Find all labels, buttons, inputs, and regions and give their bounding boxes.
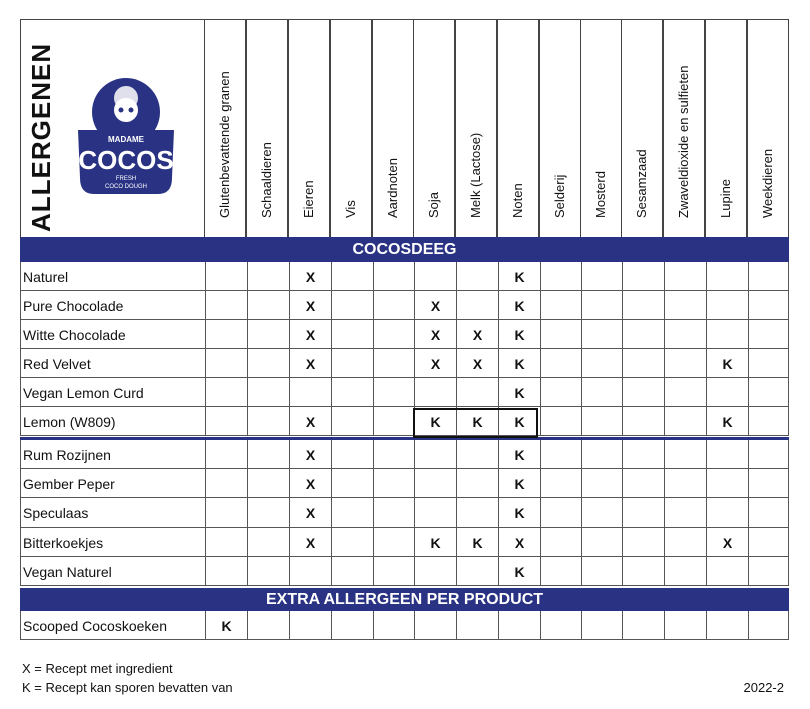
table-row	[20, 407, 789, 436]
allergen-cell: K	[498, 291, 540, 320]
allergen-cell	[540, 320, 582, 349]
allergen-cell	[581, 262, 623, 291]
allergen-cell	[748, 528, 790, 557]
allergen-cell	[581, 378, 623, 407]
column-header-label: Vis	[343, 200, 358, 218]
product-name: Scooped Cocoskoeken	[23, 618, 167, 634]
allergen-cell: K	[456, 528, 498, 557]
allergen-cell: K	[414, 528, 456, 557]
allergen-cell: X	[289, 407, 331, 436]
allergen-cell	[331, 291, 373, 320]
allergen-cell	[540, 557, 582, 586]
allergen-cell	[664, 407, 706, 436]
column-header	[413, 19, 455, 237]
column-header	[288, 19, 330, 237]
allergen-cell	[540, 262, 582, 291]
column-header-label: Sesamzaad	[634, 149, 649, 218]
allergen-cell	[622, 557, 664, 586]
allergen-cell	[706, 611, 748, 640]
column-header	[747, 19, 789, 237]
column-header-label: Schaaldieren	[259, 142, 274, 218]
allergen-cell	[664, 528, 706, 557]
allergen-cell	[581, 528, 623, 557]
allergen-cell	[205, 469, 247, 498]
allergen-cell	[331, 528, 373, 557]
table-row	[20, 611, 789, 640]
allergen-cell: X	[289, 262, 331, 291]
column-header	[663, 19, 705, 237]
allergen-cell	[456, 378, 498, 407]
allergen-cell	[664, 262, 706, 291]
allergen-cell	[456, 469, 498, 498]
allergen-cell	[540, 611, 582, 640]
section-band-cocosdeeg: COCOSDEEG	[20, 237, 789, 262]
allergen-cell	[581, 320, 623, 349]
allergen-cell	[540, 440, 582, 469]
product-name: Speculaas	[23, 505, 89, 522]
allergen-cell	[331, 440, 373, 469]
allergen-cell	[205, 528, 247, 557]
allergen-cell	[205, 557, 247, 586]
allergen-cell: X	[498, 528, 540, 557]
allergen-cell: K	[498, 469, 540, 498]
allergen-cell	[748, 407, 790, 436]
allergen-cell	[414, 262, 456, 291]
allergen-cell	[748, 320, 790, 349]
allergen-cell	[622, 611, 664, 640]
allergen-cell	[247, 349, 289, 378]
product-name: Rum Rozijnen	[23, 447, 111, 463]
allergen-cell	[622, 349, 664, 378]
allergen-cell	[247, 557, 289, 586]
column-header	[204, 19, 246, 237]
allergen-cell	[205, 440, 247, 469]
allergen-cell	[331, 557, 373, 586]
allergen-cell	[247, 469, 289, 498]
title-vertical: ALLERGENEN	[26, 42, 56, 232]
allergen-cell	[247, 407, 289, 436]
allergen-cell: X	[414, 291, 456, 320]
allergen-cell	[247, 440, 289, 469]
column-header-label: Zwaveldioxide en sulfieten	[676, 65, 691, 218]
logo-tagline-2: COCO DOUGH	[105, 184, 147, 190]
allergen-cell	[540, 407, 582, 436]
allergen-cell: X	[414, 349, 456, 378]
allergen-cell	[622, 498, 664, 527]
allergen-cell	[331, 611, 373, 640]
allergen-cell	[373, 291, 415, 320]
column-header-label: Selderij	[552, 174, 567, 218]
allergen-cell	[622, 320, 664, 349]
allergen-cell	[456, 611, 498, 640]
allergen-cell	[247, 611, 289, 640]
allergen-cell	[748, 291, 790, 320]
allergen-cell	[706, 262, 748, 291]
product-name: Bitterkoekjes	[23, 534, 104, 551]
allergen-cell	[247, 262, 289, 291]
allergen-cell: X	[289, 528, 331, 557]
allergen-cell: K	[498, 262, 540, 291]
allergen-cell	[664, 291, 706, 320]
allergen-cell	[373, 469, 415, 498]
product-name: Lemon (W809)	[23, 414, 116, 430]
column-header	[246, 19, 288, 237]
lemon-highlight-box	[413, 408, 538, 438]
allergen-cell	[540, 291, 582, 320]
allergen-cell	[373, 320, 415, 349]
allergen-cell	[373, 262, 415, 291]
allergen-cell	[540, 469, 582, 498]
column-header-label: Melk (Lactose)	[468, 132, 483, 218]
table-row	[20, 557, 789, 586]
allergen-cell	[456, 498, 498, 527]
allergen-cell	[706, 469, 748, 498]
allergen-cell	[205, 291, 247, 320]
allergen-cell	[622, 440, 664, 469]
version-label: 2022-2	[743, 680, 784, 695]
allergen-cell: K	[498, 349, 540, 378]
allergen-cell	[373, 557, 415, 586]
allergen-cell: K	[414, 407, 456, 436]
allergen-cell	[373, 611, 415, 640]
allergen-cell	[247, 528, 289, 557]
allergen-cell	[247, 320, 289, 349]
allergen-cell	[664, 440, 706, 469]
allergen-cell: X	[456, 320, 498, 349]
allergen-cell	[331, 378, 373, 407]
allergen-cell	[456, 440, 498, 469]
allergen-cell	[706, 320, 748, 349]
product-name: Naturel	[23, 269, 69, 285]
allergen-cell	[706, 378, 748, 407]
allergen-cell	[581, 291, 623, 320]
allergen-cell	[622, 378, 664, 407]
column-header	[539, 19, 581, 237]
allergen-cell	[664, 557, 706, 586]
allergen-cell: K	[706, 349, 748, 378]
allergen-cell	[331, 498, 373, 527]
allergen-cell	[373, 378, 415, 407]
allergen-cell	[373, 407, 415, 436]
allergen-cell	[456, 262, 498, 291]
allergen-cell: X	[456, 349, 498, 378]
column-header	[372, 19, 414, 237]
allergen-cell: K	[205, 611, 247, 640]
allergen-cell	[622, 528, 664, 557]
allergen-cell: K	[498, 557, 540, 586]
table-row	[20, 498, 789, 527]
section-band-extra: EXTRA ALLERGEEN PER PRODUCT	[20, 588, 789, 611]
allergen-cell	[205, 262, 247, 291]
allergen-cell	[414, 498, 456, 527]
allergen-cell	[205, 407, 247, 436]
column-header-label: Aardnoten	[385, 158, 400, 218]
allergen-cell	[331, 262, 373, 291]
allergen-cell: K	[498, 440, 540, 469]
allergen-cell	[664, 498, 706, 527]
allergen-cell	[664, 349, 706, 378]
allergen-cell: X	[289, 469, 331, 498]
allergen-cell	[748, 440, 790, 469]
allergen-cell	[331, 469, 373, 498]
allergen-cell	[373, 498, 415, 527]
allergen-cell	[748, 498, 790, 527]
allergen-cell	[540, 528, 582, 557]
allergen-cell: X	[414, 320, 456, 349]
allergen-cell	[748, 611, 790, 640]
allergen-cell: X	[289, 349, 331, 378]
allergen-cell	[706, 291, 748, 320]
allergen-cell	[414, 378, 456, 407]
allergen-cell	[540, 498, 582, 527]
allergen-cell: X	[706, 528, 748, 557]
column-header-label: Weekdieren	[760, 148, 775, 218]
allergen-cell	[373, 440, 415, 469]
allergen-cell: X	[289, 291, 331, 320]
allergen-cell	[205, 349, 247, 378]
allergen-cell	[664, 320, 706, 349]
allergen-cell: K	[456, 407, 498, 436]
allergen-cell	[664, 378, 706, 407]
allergen-cell	[205, 378, 247, 407]
allergen-cell	[414, 440, 456, 469]
allergen-cell	[456, 557, 498, 586]
allergen-cell	[205, 498, 247, 527]
logo-hair	[114, 86, 138, 110]
allergen-cell: K	[706, 407, 748, 436]
product-name: Vegan Lemon Curd	[23, 385, 144, 401]
allergen-cell	[414, 557, 456, 586]
allergen-cell	[540, 349, 582, 378]
allergen-cell	[748, 262, 790, 291]
allergen-cell	[581, 407, 623, 436]
product-name: Vegan Naturel	[23, 563, 112, 580]
allergen-cell	[706, 557, 748, 586]
allergen-cell	[205, 320, 247, 349]
allergen-cell	[498, 611, 540, 640]
column-header	[455, 19, 497, 237]
column-header-label: Glutenbevattende granen	[217, 71, 232, 218]
column-header	[580, 19, 622, 237]
allergen-cell	[748, 349, 790, 378]
product-name: Gember Peper	[23, 476, 115, 493]
allergen-cell	[748, 557, 790, 586]
allergen-cell	[331, 407, 373, 436]
allergen-cell	[540, 378, 582, 407]
allergen-cell	[247, 291, 289, 320]
allergen-cell	[289, 611, 331, 640]
column-header-label: Mosterd	[593, 171, 608, 218]
allergen-cell: X	[289, 440, 331, 469]
allergen-cell	[706, 498, 748, 527]
product-name: Red Velvet	[23, 356, 91, 372]
allergen-cell	[581, 498, 623, 527]
allergen-cell: K	[498, 498, 540, 527]
column-header	[497, 19, 539, 237]
allergen-cell	[456, 291, 498, 320]
allergen-cell	[664, 469, 706, 498]
allergen-cell	[373, 528, 415, 557]
allergen-cell	[622, 407, 664, 436]
column-header-label: Eieren	[301, 180, 316, 218]
allergen-cell	[581, 611, 623, 640]
legend-x: X = Recept met ingredient	[22, 661, 173, 676]
product-name: Witte Chocolade	[23, 327, 126, 343]
table-row	[20, 378, 789, 407]
allergen-cell	[748, 469, 790, 498]
allergen-cell	[414, 611, 456, 640]
allergen-cell	[706, 440, 748, 469]
table-row	[20, 291, 789, 320]
madame-cocos-logo	[72, 74, 180, 202]
allergen-cell: X	[289, 498, 331, 527]
allergen-cell	[331, 349, 373, 378]
column-header-label: Soja	[426, 191, 441, 218]
allergen-cell	[247, 378, 289, 407]
column-header	[621, 19, 663, 237]
logo-brand: COCOS	[78, 145, 174, 175]
logo-brand-top: MADAME	[108, 135, 144, 144]
allergen-cell	[247, 498, 289, 527]
allergen-cell: K	[498, 378, 540, 407]
logo-eye-right	[129, 108, 134, 113]
allergen-cell: K	[498, 320, 540, 349]
table-row	[20, 262, 789, 291]
legend-k: K = Recept kan sporen bevatten van	[22, 680, 233, 695]
table-row	[20, 528, 789, 557]
table-row	[20, 349, 789, 378]
product-name: Pure Chocolade	[23, 298, 124, 314]
column-header-label: Lupine	[718, 178, 733, 218]
logo-eye-left	[119, 108, 124, 113]
column-header	[705, 19, 747, 237]
allergen-cell	[581, 557, 623, 586]
allergen-cell	[331, 320, 373, 349]
allergen-cell	[289, 378, 331, 407]
allergen-cell	[748, 378, 790, 407]
allergen-cell	[373, 349, 415, 378]
allergen-cell	[664, 611, 706, 640]
column-header	[330, 19, 372, 237]
allergen-cell: K	[498, 407, 540, 436]
allergen-cell	[289, 557, 331, 586]
allergen-cell	[581, 349, 623, 378]
allergen-cell: X	[289, 320, 331, 349]
table-row	[20, 440, 789, 469]
table-row	[20, 320, 789, 349]
table-row	[20, 469, 789, 498]
allergen-cell	[414, 469, 456, 498]
allergen-cell	[581, 469, 623, 498]
allergen-cell	[622, 262, 664, 291]
logo-tagline-1: FRESH	[115, 176, 137, 182]
allergen-cell	[581, 440, 623, 469]
allergen-cell	[622, 469, 664, 498]
column-header-label: Noten	[510, 183, 525, 218]
allergen-cell	[622, 291, 664, 320]
